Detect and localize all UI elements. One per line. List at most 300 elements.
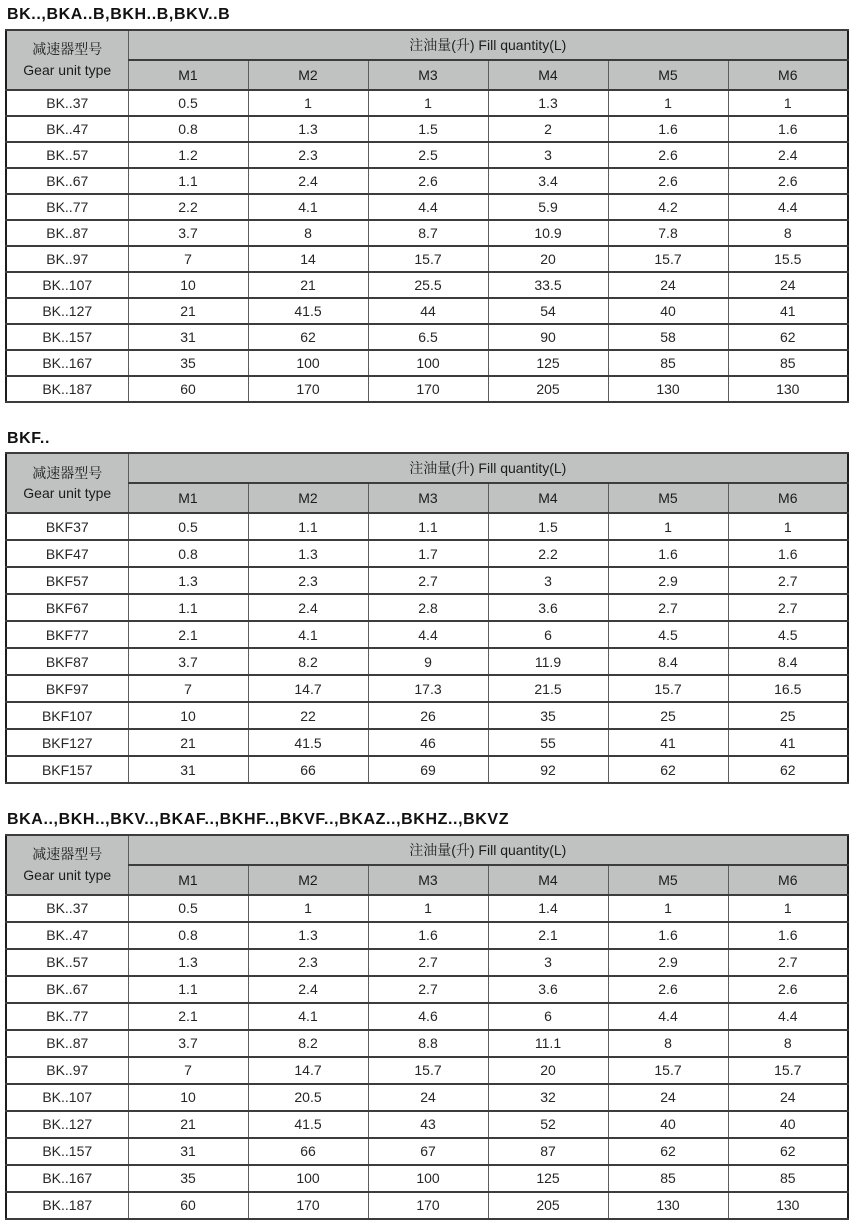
- table-section-bka-variants: [5, 811, 847, 1220]
- value-cell: 8.7: [368, 220, 488, 246]
- value-cell: 9: [368, 648, 488, 675]
- value-cell: 4.1: [248, 194, 368, 220]
- value-cell: 1: [248, 90, 368, 116]
- value-cell: 0.8: [128, 922, 248, 949]
- value-cell: 1: [608, 90, 728, 116]
- value-cell: 2.9: [608, 949, 728, 976]
- value-cell: 2.6: [608, 976, 728, 1003]
- value-cell: 1.6: [608, 922, 728, 949]
- value-cell: 14.7: [248, 675, 368, 702]
- value-cell: 41: [728, 729, 848, 756]
- value-cell: 2.4: [248, 594, 368, 621]
- value-cell: 100: [368, 350, 488, 376]
- value-cell: 170: [248, 1192, 368, 1219]
- value-cell: 1.1: [128, 168, 248, 194]
- table-row: [6, 90, 848, 116]
- value-cell: 1.5: [488, 513, 608, 540]
- value-cell: 2.7: [368, 567, 488, 594]
- value-cell: 2.6: [368, 168, 488, 194]
- value-cell: 1: [368, 895, 488, 922]
- column-header-m3: M3: [368, 483, 488, 513]
- model-cell: BK..57: [6, 949, 128, 976]
- value-cell: 85: [728, 1165, 848, 1192]
- model-cell: BKF47: [6, 540, 128, 567]
- value-cell: 20.5: [248, 1084, 368, 1111]
- model-cell: BKF87: [6, 648, 128, 675]
- fill-quantity-table-bka-variants: [5, 834, 849, 1220]
- value-cell: 25.5: [368, 272, 488, 298]
- value-cell: 4.4: [608, 1003, 728, 1030]
- column-header-m1: M1: [128, 483, 248, 513]
- value-cell: 3.4: [488, 168, 608, 194]
- value-cell: 25: [728, 702, 848, 729]
- value-cell: 21: [248, 272, 368, 298]
- value-cell: 41.5: [248, 1111, 368, 1138]
- table-row: [6, 168, 848, 194]
- value-cell: 205: [488, 1192, 608, 1219]
- value-cell: 2.2: [128, 194, 248, 220]
- model-cell: BK..47: [6, 922, 128, 949]
- value-cell: 41.5: [248, 298, 368, 324]
- model-cell: BKF127: [6, 729, 128, 756]
- value-cell: 41.5: [248, 729, 368, 756]
- column-header-m3: M3: [368, 865, 488, 895]
- table-row: [6, 194, 848, 220]
- value-cell: 20: [488, 1057, 608, 1084]
- gear-unit-type-header: [6, 30, 128, 90]
- value-cell: 69: [368, 756, 488, 783]
- table-row: [6, 949, 848, 976]
- value-cell: 3.6: [488, 976, 608, 1003]
- value-cell: 85: [608, 1165, 728, 1192]
- value-cell: 1: [728, 513, 848, 540]
- value-cell: 26: [368, 702, 488, 729]
- value-cell: 25: [608, 702, 728, 729]
- table-section-bk: [5, 6, 847, 403]
- value-cell: 85: [728, 350, 848, 376]
- fill-quantity-header: 注油量(升) Fill quantity(L): [128, 835, 848, 865]
- value-cell: 170: [248, 376, 368, 402]
- table-row: [6, 922, 848, 949]
- value-cell: 90: [488, 324, 608, 350]
- table-row: [6, 567, 848, 594]
- value-cell: 17.3: [368, 675, 488, 702]
- table-row: [6, 350, 848, 376]
- model-cell: BK..157: [6, 1138, 128, 1165]
- value-cell: 2.7: [608, 594, 728, 621]
- value-cell: 41: [608, 729, 728, 756]
- value-cell: 3: [488, 567, 608, 594]
- value-cell: 54: [488, 298, 608, 324]
- table-title: BKF..: [7, 429, 50, 447]
- table-row: [6, 621, 848, 648]
- gear-unit-type-label-cn: 减速器型号: [32, 846, 103, 863]
- value-cell: 1.3: [248, 922, 368, 949]
- value-cell: 3.7: [128, 220, 248, 246]
- table-row: [6, 540, 848, 567]
- model-cell: BKF107: [6, 702, 128, 729]
- value-cell: 1: [608, 513, 728, 540]
- value-cell: 8: [728, 1030, 848, 1057]
- value-cell: 4.4: [368, 194, 488, 220]
- value-cell: 32: [488, 1084, 608, 1111]
- value-cell: 24: [608, 272, 728, 298]
- value-cell: 43: [368, 1111, 488, 1138]
- value-cell: 62: [248, 324, 368, 350]
- value-cell: 2: [488, 116, 608, 142]
- table-row: [6, 246, 848, 272]
- value-cell: 3: [488, 949, 608, 976]
- column-header-m6: M6: [728, 483, 848, 513]
- column-header-m5: M5: [608, 865, 728, 895]
- model-cell: BK..107: [6, 1084, 128, 1111]
- value-cell: 1.6: [368, 922, 488, 949]
- value-cell: 2.4: [728, 142, 848, 168]
- model-cell: BKF157: [6, 756, 128, 783]
- value-cell: 2.6: [728, 168, 848, 194]
- value-cell: 1.2: [128, 142, 248, 168]
- value-cell: 1: [728, 90, 848, 116]
- column-header-m1: M1: [128, 60, 248, 90]
- value-cell: 10: [128, 702, 248, 729]
- value-cell: 130: [728, 1192, 848, 1219]
- value-cell: 20: [488, 246, 608, 272]
- value-cell: 10.9: [488, 220, 608, 246]
- value-cell: 0.8: [128, 540, 248, 567]
- value-cell: 0.5: [128, 513, 248, 540]
- value-cell: 1: [728, 895, 848, 922]
- value-cell: 8: [608, 1030, 728, 1057]
- model-cell: BK..187: [6, 376, 128, 402]
- value-cell: 60: [128, 1192, 248, 1219]
- value-cell: 8: [728, 220, 848, 246]
- value-cell: 1.5: [368, 116, 488, 142]
- value-cell: 31: [128, 324, 248, 350]
- table-row: [6, 324, 848, 350]
- value-cell: 15.5: [728, 246, 848, 272]
- table-title: BKA..,BKH..,BKV..,BKAF..,BKHF..,BKVF..,BKAZ..,BKHZ..,BKVZ: [7, 811, 510, 829]
- value-cell: 21.5: [488, 675, 608, 702]
- value-cell: 1.1: [248, 513, 368, 540]
- value-cell: 1.7: [368, 540, 488, 567]
- model-cell: BK..47: [6, 116, 128, 142]
- model-cell: BK..87: [6, 220, 128, 246]
- value-cell: 2.7: [368, 949, 488, 976]
- value-cell: 2.7: [728, 949, 848, 976]
- value-cell: 2.6: [608, 168, 728, 194]
- model-cell: BK..67: [6, 976, 128, 1003]
- value-cell: 87: [488, 1138, 608, 1165]
- value-cell: 33.5: [488, 272, 608, 298]
- model-cell: BK..37: [6, 895, 128, 922]
- value-cell: 62: [728, 756, 848, 783]
- value-cell: 66: [248, 756, 368, 783]
- gear-unit-type-label-cn: 减速器型号: [32, 464, 103, 481]
- value-cell: 10: [128, 272, 248, 298]
- value-cell: 40: [608, 1111, 728, 1138]
- model-cell: BKF97: [6, 675, 128, 702]
- value-cell: 100: [248, 350, 368, 376]
- value-cell: 6: [488, 1003, 608, 1030]
- table-section-bkf: [5, 430, 847, 785]
- value-cell: 3.7: [128, 648, 248, 675]
- gear-unit-type-label-en: Gear unit type: [23, 485, 112, 502]
- value-cell: 10: [128, 1084, 248, 1111]
- value-cell: 2.1: [128, 1003, 248, 1030]
- value-cell: 35: [488, 702, 608, 729]
- gear-unit-type-label-en: Gear unit type: [23, 866, 112, 883]
- table-row: [6, 513, 848, 540]
- value-cell: 1.1: [128, 976, 248, 1003]
- value-cell: 4.6: [368, 1003, 488, 1030]
- value-cell: 4.5: [728, 621, 848, 648]
- table-row: [6, 298, 848, 324]
- value-cell: 1.1: [368, 513, 488, 540]
- value-cell: 100: [368, 1165, 488, 1192]
- value-cell: 22: [248, 702, 368, 729]
- value-cell: 1.3: [248, 116, 368, 142]
- fill-quantity-header: 注油量(升) Fill quantity(L): [128, 30, 848, 60]
- value-cell: 15.7: [728, 1057, 848, 1084]
- value-cell: 2.3: [248, 567, 368, 594]
- value-cell: 14.7: [248, 1057, 368, 1084]
- value-cell: 55: [488, 729, 608, 756]
- column-header-m5: M5: [608, 60, 728, 90]
- table-row: [6, 594, 848, 621]
- table-row: [6, 1084, 848, 1111]
- value-cell: 2.4: [248, 976, 368, 1003]
- value-cell: 8.4: [728, 648, 848, 675]
- value-cell: 130: [728, 376, 848, 402]
- column-header-m4: M4: [488, 865, 608, 895]
- value-cell: 125: [488, 350, 608, 376]
- gear-unit-type-header: [6, 835, 128, 895]
- value-cell: 4.4: [728, 1003, 848, 1030]
- table-row: [6, 729, 848, 756]
- table-row: [6, 895, 848, 922]
- gear-unit-type-label-cn: 减速器型号: [32, 41, 103, 58]
- model-cell: BK..167: [6, 350, 128, 376]
- value-cell: 4.5: [608, 621, 728, 648]
- column-header-m1: M1: [128, 865, 248, 895]
- table-row: [6, 976, 848, 1003]
- value-cell: 0.8: [128, 116, 248, 142]
- value-cell: 62: [608, 756, 728, 783]
- model-cell: BK..87: [6, 1030, 128, 1057]
- value-cell: 1.3: [128, 567, 248, 594]
- value-cell: 2.7: [368, 976, 488, 1003]
- column-header-m6: M6: [728, 865, 848, 895]
- value-cell: 7: [128, 1057, 248, 1084]
- fill-quantity-table-bk: [5, 29, 849, 403]
- model-cell: BK..97: [6, 246, 128, 272]
- value-cell: 21: [128, 1111, 248, 1138]
- fill-quantity-header: 注油量(升) Fill quantity(L): [128, 453, 848, 483]
- value-cell: 1: [248, 895, 368, 922]
- value-cell: 2.3: [248, 949, 368, 976]
- value-cell: 3.7: [128, 1030, 248, 1057]
- value-cell: 4.4: [728, 194, 848, 220]
- value-cell: 5.9: [488, 194, 608, 220]
- value-cell: 130: [608, 1192, 728, 1219]
- gear-unit-type-label-en: Gear unit type: [23, 61, 112, 78]
- value-cell: 3: [488, 142, 608, 168]
- value-cell: 2.1: [488, 922, 608, 949]
- value-cell: 0.5: [128, 90, 248, 116]
- model-cell: BK..107: [6, 272, 128, 298]
- value-cell: 62: [608, 1138, 728, 1165]
- value-cell: 1.4: [488, 895, 608, 922]
- table-row: [6, 1003, 848, 1030]
- value-cell: 1.6: [728, 922, 848, 949]
- model-cell: BK..167: [6, 1165, 128, 1192]
- table-row: [6, 756, 848, 783]
- value-cell: 8.2: [248, 1030, 368, 1057]
- value-cell: 35: [128, 1165, 248, 1192]
- model-cell: BKF67: [6, 594, 128, 621]
- table-row: [6, 1165, 848, 1192]
- value-cell: 41: [728, 298, 848, 324]
- table-row: [6, 272, 848, 298]
- value-cell: 46: [368, 729, 488, 756]
- value-cell: 4.4: [368, 621, 488, 648]
- value-cell: 21: [128, 729, 248, 756]
- table-row: [6, 702, 848, 729]
- value-cell: 1.3: [488, 90, 608, 116]
- table-title: BK..,BKA..B,BKH..B,BKV..B: [7, 6, 231, 23]
- column-header-m4: M4: [488, 483, 608, 513]
- model-cell: BK..77: [6, 194, 128, 220]
- model-cell: BK..57: [6, 142, 128, 168]
- value-cell: 24: [728, 272, 848, 298]
- value-cell: 58: [608, 324, 728, 350]
- table-row: [6, 116, 848, 142]
- value-cell: 24: [728, 1084, 848, 1111]
- value-cell: 60: [128, 376, 248, 402]
- value-cell: 2.4: [248, 168, 368, 194]
- value-cell: 130: [608, 376, 728, 402]
- table-row: [6, 1030, 848, 1057]
- column-header-m5: M5: [608, 483, 728, 513]
- value-cell: 8: [248, 220, 368, 246]
- value-cell: 125: [488, 1165, 608, 1192]
- value-cell: 1.6: [608, 540, 728, 567]
- model-cell: BKF57: [6, 567, 128, 594]
- value-cell: 1.6: [728, 540, 848, 567]
- value-cell: 35: [128, 350, 248, 376]
- value-cell: 2.6: [608, 142, 728, 168]
- value-cell: 1.6: [608, 116, 728, 142]
- value-cell: 8.2: [248, 648, 368, 675]
- value-cell: 1.3: [248, 540, 368, 567]
- model-cell: BK..97: [6, 1057, 128, 1084]
- value-cell: 3.6: [488, 594, 608, 621]
- table-row: [6, 648, 848, 675]
- value-cell: 40: [608, 298, 728, 324]
- value-cell: 2.7: [728, 594, 848, 621]
- column-header-m6: M6: [728, 60, 848, 90]
- value-cell: 170: [368, 376, 488, 402]
- column-header-m4: M4: [488, 60, 608, 90]
- value-cell: 24: [608, 1084, 728, 1111]
- value-cell: 1.1: [128, 594, 248, 621]
- value-cell: 205: [488, 376, 608, 402]
- gear-unit-type-header: [6, 453, 128, 513]
- value-cell: 44: [368, 298, 488, 324]
- table-row: [6, 220, 848, 246]
- value-cell: 14: [248, 246, 368, 272]
- value-cell: 62: [728, 324, 848, 350]
- table-row: [6, 1111, 848, 1138]
- value-cell: 1.6: [728, 116, 848, 142]
- table-row: [6, 1057, 848, 1084]
- value-cell: 21: [128, 298, 248, 324]
- column-header-m3: M3: [368, 60, 488, 90]
- table-row: [6, 142, 848, 168]
- table-row: [6, 1192, 848, 1219]
- value-cell: 1: [368, 90, 488, 116]
- value-cell: 66: [248, 1138, 368, 1165]
- value-cell: 2.7: [728, 567, 848, 594]
- value-cell: 4.1: [248, 1003, 368, 1030]
- value-cell: 15.7: [608, 246, 728, 272]
- model-cell: BK..157: [6, 324, 128, 350]
- value-cell: 15.7: [608, 675, 728, 702]
- model-cell: BK..37: [6, 90, 128, 116]
- value-cell: 85: [608, 350, 728, 376]
- value-cell: 2.3: [248, 142, 368, 168]
- value-cell: 2.5: [368, 142, 488, 168]
- value-cell: 7.8: [608, 220, 728, 246]
- value-cell: 62: [728, 1138, 848, 1165]
- table-row: [6, 1138, 848, 1165]
- model-cell: BKF77: [6, 621, 128, 648]
- value-cell: 0.5: [128, 895, 248, 922]
- value-cell: 1.3: [128, 949, 248, 976]
- value-cell: 11.9: [488, 648, 608, 675]
- value-cell: 8.8: [368, 1030, 488, 1057]
- value-cell: 7: [128, 675, 248, 702]
- value-cell: 2.2: [488, 540, 608, 567]
- value-cell: 100: [248, 1165, 368, 1192]
- fill-quantity-table-bkf: [5, 452, 849, 784]
- value-cell: 7: [128, 246, 248, 272]
- model-cell: BK..67: [6, 168, 128, 194]
- model-cell: BK..187: [6, 1192, 128, 1219]
- column-header-m2: M2: [248, 60, 368, 90]
- value-cell: 15.7: [368, 1057, 488, 1084]
- value-cell: 92: [488, 756, 608, 783]
- value-cell: 170: [368, 1192, 488, 1219]
- value-cell: 40: [728, 1111, 848, 1138]
- column-header-m2: M2: [248, 483, 368, 513]
- value-cell: 15.7: [368, 246, 488, 272]
- value-cell: 24: [368, 1084, 488, 1111]
- value-cell: 2.1: [128, 621, 248, 648]
- value-cell: 52: [488, 1111, 608, 1138]
- column-header-m2: M2: [248, 865, 368, 895]
- model-cell: BK..127: [6, 298, 128, 324]
- table-row: [6, 675, 848, 702]
- value-cell: 67: [368, 1138, 488, 1165]
- value-cell: 6: [488, 621, 608, 648]
- value-cell: 31: [128, 756, 248, 783]
- value-cell: 6.5: [368, 324, 488, 350]
- value-cell: 16.5: [728, 675, 848, 702]
- value-cell: 2.6: [728, 976, 848, 1003]
- value-cell: 31: [128, 1138, 248, 1165]
- value-cell: 1: [608, 895, 728, 922]
